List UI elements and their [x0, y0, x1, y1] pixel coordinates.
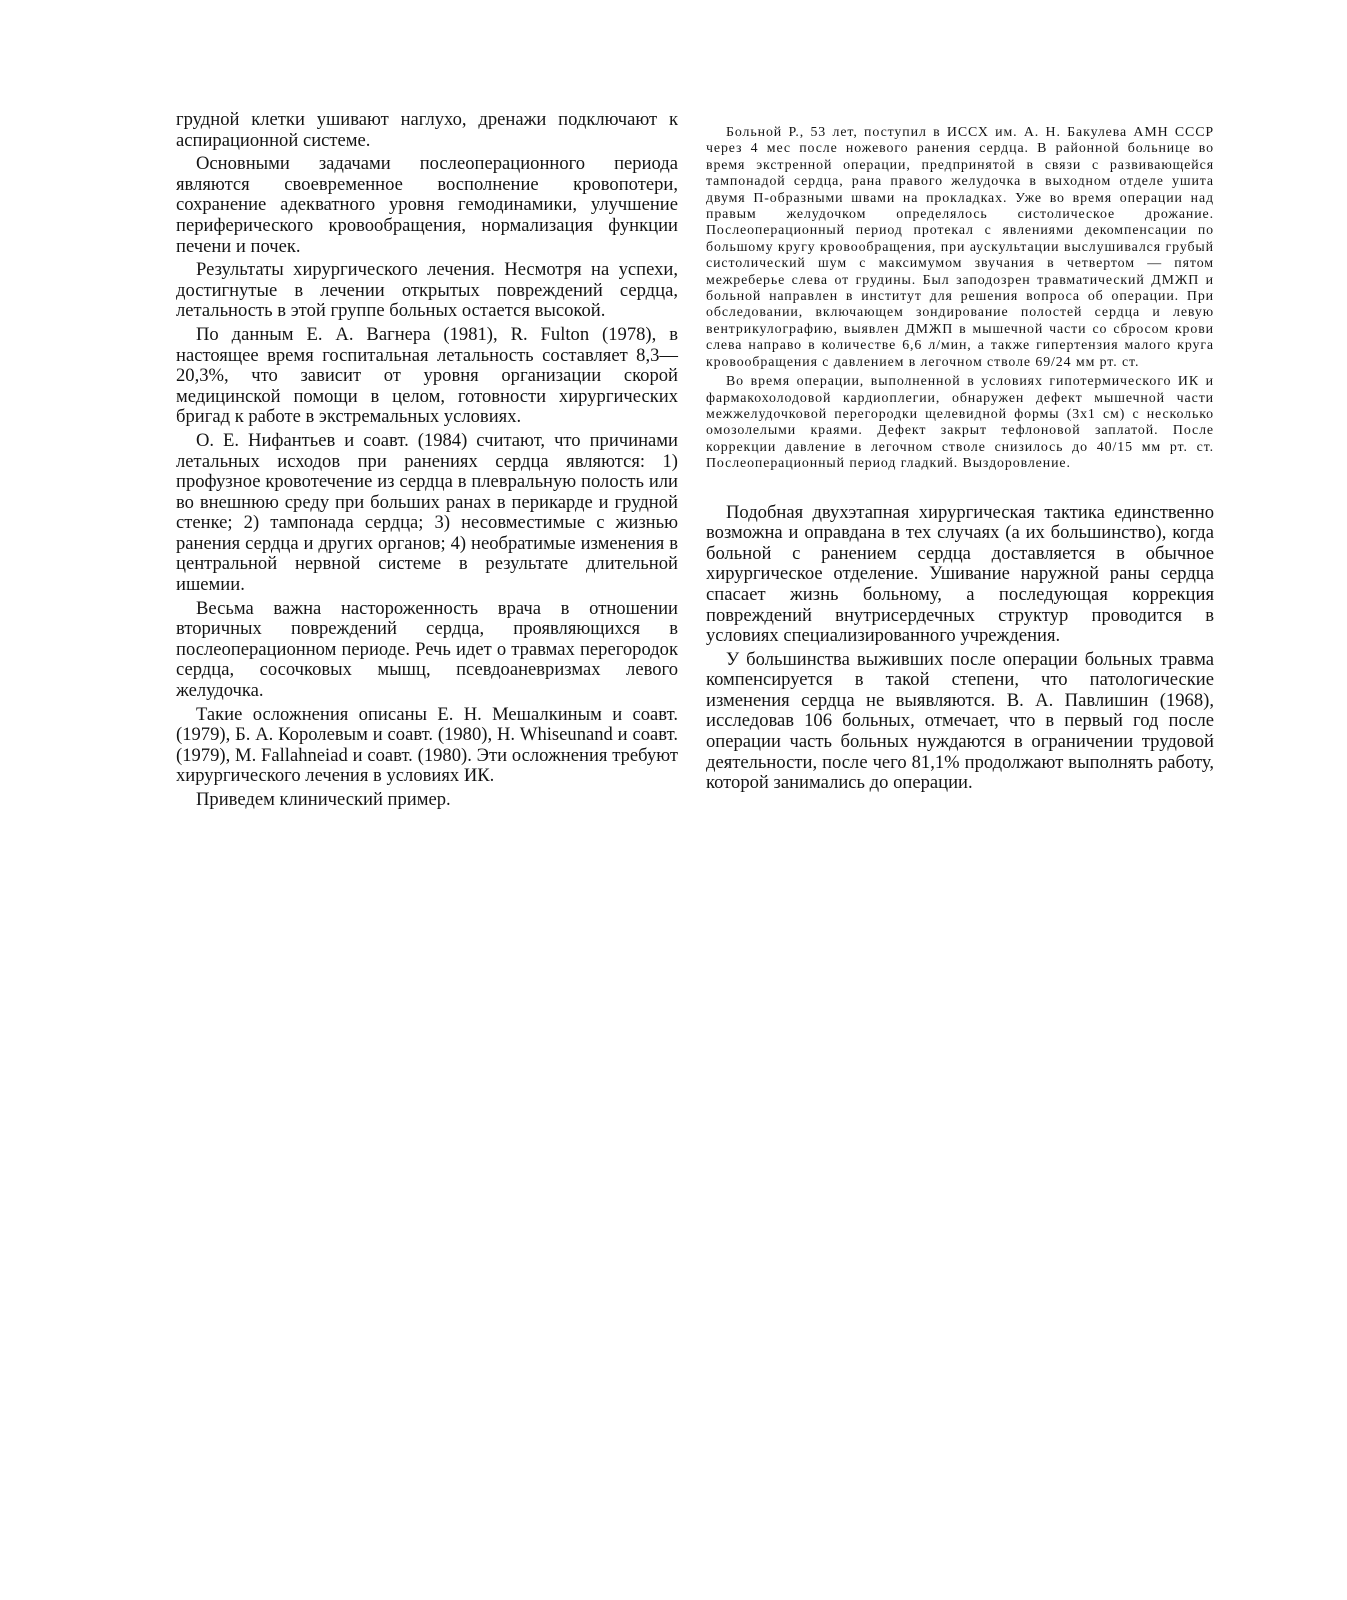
paragraph-two-stage-tactic: Подобная двухэтапная хирургическая тактика единственно возможна и оправдана в тех случаях (а их большинство), когда больной с ранением сердца доставляется в обычное хирургическое отделение. Ушивание наружной раны сердца спасает жизнь больному, а последующая коррекция повреждений внутрисердечных структур проводится в условиях специализированного учреждения.: [706, 501, 1214, 647]
paragraph-secondary-injuries: Весьма важна настороженность врача в отношении вторичных повреждений сердца, проявляющихся в послеоперационном периоде. Речь идет о травмах перегородок сердца, сосочковых мышц, псевдоаневризмах левого желудочка.: [176, 597, 678, 702]
case-paragraph-history: Больной Р., 53 лет, поступил в ИССХ им. А. Н. Бакулева АМН СССР через 4 мес после ножевого ранения сердца. В районной больнице во время экстренной операции, предпринятой в связи с развивающейся тампонадой сердца, рана правого желудочка в выходном отделе ушита двумя П-образными швами на прокладках. Уже во время операции над правым желудочком определялось систолическое дрожание. Послеоперационный период протекал с явлениями декомпенсации по большому кругу кровообращения, при аускультации выслушивался грубый систолический шум с максимумом звучания в четвертом — пятом межреберье слева от грудины. Был заподозрен травматический ДМЖП и больной направлен в институт для решения вопроса об операции. При обследовании, включающем зондирование полостей сердца и левую вентрикулографию, выявлен ДМЖП в мышечной части со сбросом крови слева направо в количестве 6,6 л/мин, а также гипертензия малого круга кровообращения с давлением в легочном стволе 69/24 мм рт. ст.: [706, 125, 1214, 370]
paragraph-clinical-example-intro: Приведем клинический пример.: [196, 789, 451, 810]
paragraph-postop-tasks: Основными задачами послеоперационного периода являются своевременное восполнение кровопотери, сохранение адекватного уровня гемодинамики, улучшение периферического кровообращения, нормализация функции печени и почек.: [176, 153, 678, 257]
left-column: [176, 110, 678, 814]
right-body-text: [706, 503, 1214, 794]
paragraph-survivors-outcome: У большинства выживших после операции больных травма компенсируется в такой степени, что патологические изменения сердца не выявляются. В. А. Павлишин (1968), исследовав 106 больных, отмечает, что в первый год после операции часть больных нуждаются в ограничении трудовой деятельности, после чего 81,1% продолжают выполнять работу, которой занимались до операции.: [706, 648, 1214, 794]
case-paragraph-operation: Во время операции, выполненной в условиях гипотермического ИК и фармакохолодовой кардиоплегии, обнаружен дефект мышечной части межжелудочковой перегородки щелевидной формы (3x1 см) с несколько омозолелыми краями. Дефект закрыт тефлоновой заплатой. После коррекции давление в легочном стволе снизилось до 40/15 мм рт. ст. Послеоперационный период гладкий. Выздоровление.: [706, 374, 1214, 472]
section-gap: [706, 476, 1214, 503]
paragraph-surgical-results: Результаты хирургического лечения. Несмотря на успехи, достигнутые в лечении открытых повреждений сердца, летальность в этой группе больных остается высокой.: [176, 259, 678, 322]
right-column: [706, 125, 1214, 797]
clinical-case: [706, 125, 1214, 473]
paragraph-complications: Такие осложнения описаны Е. Н. Мешалкиным и соавт. (1979), Б. А. Королевым и соавт. (1980), Н. Whiseunand и соавт. (1979), М. Fallahneiad и соавт. (1980). Эти осложнения требуют хирургического лечения в условиях ИК.: [176, 703, 678, 787]
paragraph-causes-of-death: О. Е. Нифантьев и соавт. (1984) считают, что причинами летальных исходов при ранениях сердца являются: 1) профузное кровотечение из сердца в плевральную полость или во внешнюю среду при больших ранах в перикарде и грудной стенке; 2) тампонада сердца; 3) несовместимые с жизнью ранения сердца и других органов; 4) необратимые изменения в центральной нервной системе в результате длительной ишемии.: [176, 429, 678, 596]
paragraph-closing-chest: грудной клетки ушивают наглухо, дренажи подключают к аспирационной системе.: [176, 109, 678, 151]
paragraph-mortality-data: По данным Е. А. Вагнера (1981), R. Fulton (1978), в настоящее время госпитальная летальность составляет 8,3—20,3%, что зависит от уровня организации скорой медицинской помощи в целом, готовности хирургических бригад к работе в экстремальных условиях.: [176, 323, 678, 428]
